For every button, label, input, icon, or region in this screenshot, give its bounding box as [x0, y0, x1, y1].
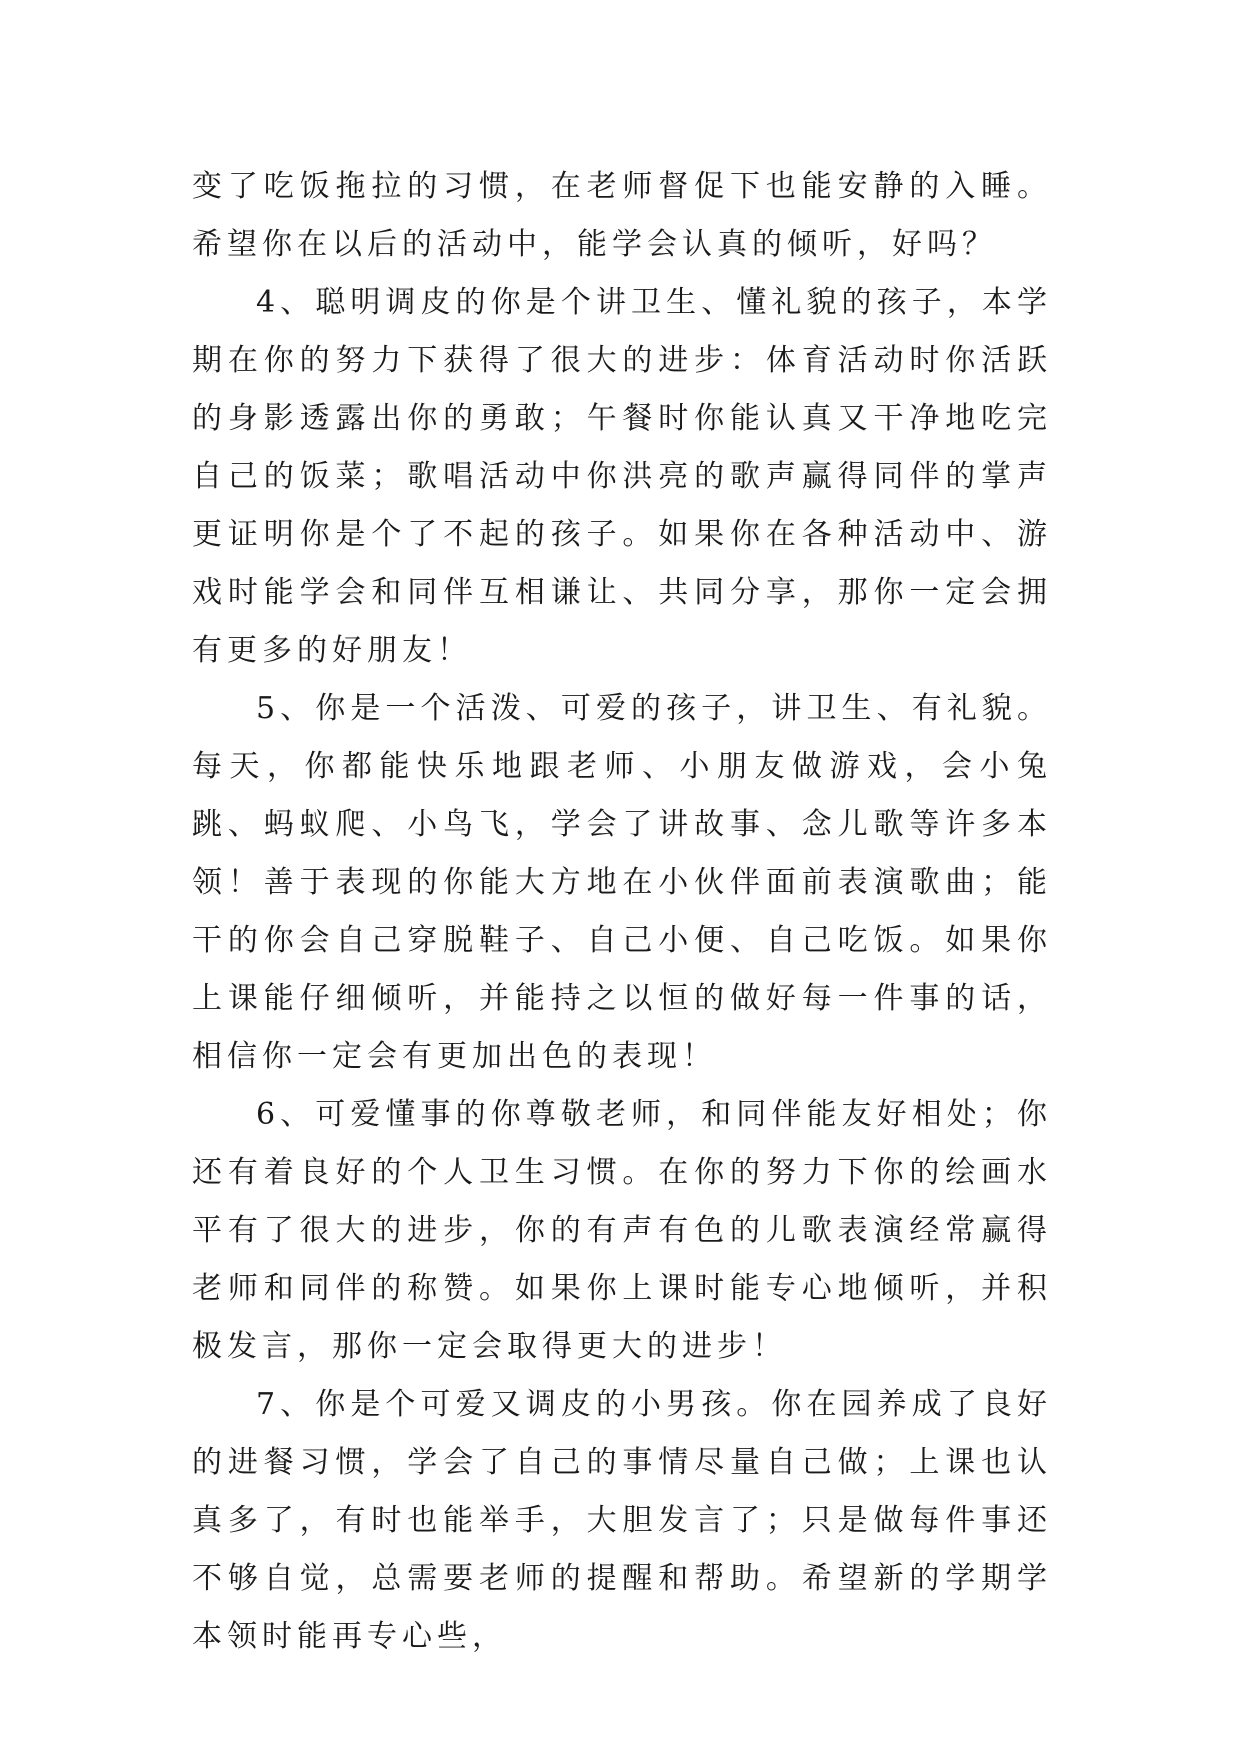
paragraph-item-5: 5、你是一个活泼、可爱的孩子，讲卫生、有礼貌。每天，你都能快乐地跟老师、小朋友做游戏，会小兔跳、蚂蚁爬、小鸟飞，学会了讲故事、念儿歌等许多本领！善于表现的你能大方地在小伙伴面前表演歌曲；能干的你会自己穿脱鞋子、自己小便、自己吃饭。如果你上课能仔细倾听，并能持之以恒的做好每一件事的话，相信你一定会有更加出色的表现！	[192, 691, 1052, 1074]
paragraph-continuation: 变了吃饭拖拉的习惯，在老师督促下也能安静的入睡。希望你在以后的活动中，能学会认真的倾听，好吗？	[192, 169, 1052, 262]
paragraph-item-7: 7、你是个可爱又调皮的小男孩。你在园养成了良好的进餐习惯，学会了自己的事情尽量自己做；上课也认真多了，有时也能举手，大胆发言了；只是做每件事还不够自觉，总需要老师的提醒和帮助。希望新的学期学本领时能再专心些，	[192, 1387, 1052, 1654]
paragraph-item-4: 4、聪明调皮的你是个讲卫生、懂礼貌的孩子，本学期在你的努力下获得了很大的进步：体育活动时你活跃的身影透露出你的勇敢；午餐时你能认真又干净地吃完自己的饭菜；歌唱活动中你洪亮的歌声赢得同伴的掌声更证明你是个了不起的孩子。如果你在各种活动中、游戏时能学会和同伴互相谦让、共同分享，那你一定会拥有更多的好朋友！	[192, 285, 1052, 668]
document-body	[192, 158, 1052, 1666]
paragraph-item-6: 6、可爱懂事的你尊敬老师，和同伴能友好相处；你还有着良好的个人卫生习惯。在你的努力下你的绘画水平有了很大的进步，你的有声有色的儿歌表演经常赢得老师和同伴的称赞。如果你上课时能专心地倾听，并积极发言，那你一定会取得更大的进步！	[192, 1097, 1052, 1364]
